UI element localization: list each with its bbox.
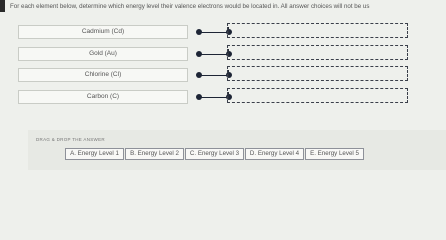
connector-line — [201, 32, 227, 33]
element-label-box: Carbon (C) — [18, 90, 188, 104]
answer-choice-a[interactable]: A. Energy Level 1 — [65, 148, 124, 160]
drop-zone[interactable] — [227, 45, 408, 60]
answer-choice-c[interactable]: C. Energy Level 3 — [185, 148, 244, 160]
question-marker — [0, 0, 5, 12]
drop-zone-edge — [228, 70, 229, 77]
connector-line — [201, 54, 227, 55]
drop-zone[interactable] — [227, 88, 408, 103]
drop-zone[interactable] — [227, 66, 408, 81]
answer-choice-e[interactable]: E. Energy Level 5 — [305, 148, 364, 160]
element-label-box: Chlorine (Cl) — [18, 68, 188, 82]
connector-line — [201, 97, 227, 98]
drop-zone-edge — [228, 27, 229, 34]
question-instructions: For each element below, determine which energy level their valence electrons would be located in. All answer choices will not be us — [10, 3, 370, 10]
drop-zone-edge — [228, 92, 229, 99]
match-row-chlorine — [18, 68, 398, 82]
match-row-cadmium — [18, 25, 398, 39]
answer-choice-b[interactable]: B. Energy Level 2 — [125, 148, 184, 160]
element-label-box: Gold (Au) — [18, 47, 188, 61]
drag-drop-heading: DRAG & DROP THE ANSWER — [36, 137, 105, 142]
connector-line — [201, 75, 227, 76]
drop-zone[interactable] — [227, 23, 408, 38]
drop-zone-edge — [228, 49, 229, 56]
answer-choice-d[interactable]: D. Energy Level 4 — [245, 148, 304, 160]
match-row-carbon — [18, 90, 398, 104]
match-row-gold — [18, 47, 398, 61]
element-label-box: Cadmium (Cd) — [18, 25, 188, 39]
